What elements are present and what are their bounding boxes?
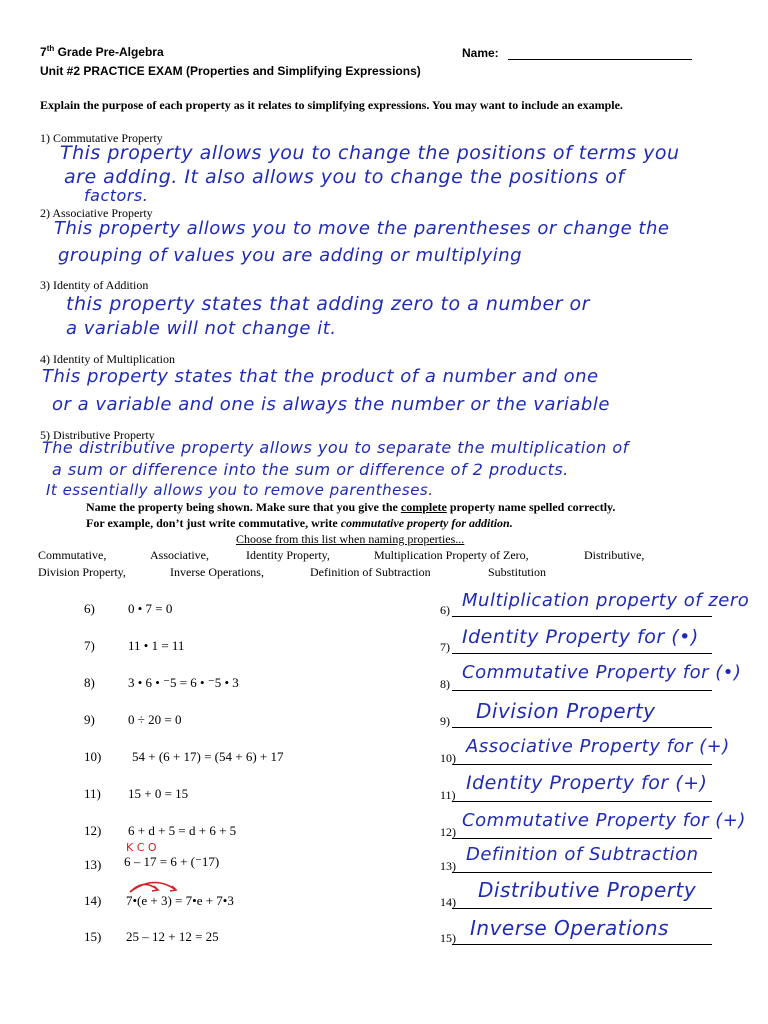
answer-line[interactable] bbox=[452, 616, 712, 617]
handwritten-answer: are adding. It also allows you to change the positions of bbox=[64, 166, 625, 188]
problem-number: 7) bbox=[84, 638, 95, 653]
problem-expression: 6 + d + 5 = d + 6 + 5 bbox=[128, 823, 237, 838]
answer-line[interactable] bbox=[452, 727, 712, 728]
name-field[interactable] bbox=[508, 45, 692, 60]
answer-line[interactable] bbox=[452, 764, 712, 765]
answer-number: 14) bbox=[440, 895, 456, 909]
handwritten-answer: Multiplication property of zero bbox=[462, 590, 750, 611]
handwritten-answer: grouping of values you are adding or multiplying bbox=[58, 245, 523, 266]
instructions: Explain the purpose of each property as it relates to simplifying expressions. You may want to include an example. bbox=[40, 98, 623, 112]
property-label: 3) Identity of Addition bbox=[40, 278, 149, 292]
choose-list-heading: Choose from this list when naming properties... bbox=[236, 532, 465, 546]
property-label: 2) Associative Property bbox=[40, 206, 153, 220]
answer-number: 13) bbox=[440, 859, 456, 873]
problem-expression: 0 ÷ 20 = 0 bbox=[128, 712, 182, 727]
answer-number: 6) bbox=[440, 603, 450, 617]
choice-item: Substitution bbox=[488, 565, 547, 579]
answer-line[interactable] bbox=[452, 908, 712, 909]
handwritten-answer: Identity Property for (+) bbox=[466, 772, 708, 794]
handwritten-answer: a variable will not change it. bbox=[66, 318, 337, 339]
handwritten-answer: Associative Property for (+) bbox=[466, 736, 730, 757]
choice-item: Division Property, bbox=[38, 565, 126, 579]
problem-number: 10) bbox=[84, 749, 102, 764]
handwritten-answer: Distributive Property bbox=[478, 878, 697, 902]
unit-title: Unit #2 PRACTICE EXAM (Properties and Simplifying Expressions) bbox=[40, 64, 421, 78]
property-label: 4) Identity of Multiplication bbox=[40, 352, 175, 366]
handwritten-answer: or a variable and one is always the number or the variable bbox=[52, 394, 610, 415]
problem-number: 14) bbox=[84, 893, 102, 908]
problem-number: 13) bbox=[84, 857, 102, 872]
part2-example: For example, don’t just write commutative, write commutative property for addition. bbox=[86, 516, 513, 530]
choice-item: Identity Property, bbox=[246, 548, 330, 562]
problem-number: 9) bbox=[84, 712, 95, 727]
kco-annotation: K C O bbox=[126, 841, 157, 854]
answer-line[interactable] bbox=[452, 944, 712, 945]
problem-expression: 7•(e + 3) = 7•e + 7•3 bbox=[126, 893, 234, 908]
problem-expression: 0 • 7 = 0 bbox=[128, 601, 173, 616]
answer-line[interactable] bbox=[452, 838, 712, 839]
course-title: 7th Grade Pre-Algebra bbox=[40, 44, 164, 59]
handwritten-answer: This property allows you to change the positions of terms you bbox=[60, 142, 680, 164]
handwritten-answer: factors. bbox=[84, 186, 149, 205]
property-label: 1) Commutative Property bbox=[40, 131, 163, 145]
handwritten-answer: The distributive property allows you to separate the multiplication of bbox=[42, 438, 629, 457]
problem-number: 6) bbox=[84, 601, 95, 616]
choice-item: Associative, bbox=[150, 548, 209, 562]
answer-number: 15) bbox=[440, 931, 456, 945]
handwritten-answer: a sum or difference into the sum or difference of 2 products. bbox=[52, 460, 569, 479]
answer-line[interactable] bbox=[452, 690, 712, 691]
handwritten-answer: Commutative Property for (•) bbox=[462, 662, 742, 683]
answer-line[interactable] bbox=[452, 872, 712, 873]
problem-number: 8) bbox=[84, 675, 95, 690]
handwritten-answer: This property allows you to move the parentheses or change the bbox=[54, 218, 670, 239]
handwritten-answer: This property states that the product of a number and one bbox=[42, 366, 599, 387]
problem-expression: 6 – 17 = 6 + (⁻17) bbox=[124, 854, 220, 869]
property-label: 5) Distributive Property bbox=[40, 428, 155, 442]
answer-number: 7) bbox=[440, 640, 450, 654]
problem-number: 12) bbox=[84, 823, 102, 838]
problem-expression: 54 + (6 + 17) = (54 + 6) + 17 bbox=[132, 749, 284, 764]
name-label: Name: bbox=[462, 46, 499, 60]
answer-number: 8) bbox=[440, 677, 450, 691]
answer-number: 10) bbox=[440, 751, 456, 765]
choice-item: Distributive, bbox=[584, 548, 645, 562]
handwritten-answer: Definition of Subtraction bbox=[466, 844, 699, 865]
handwritten-answer: this property states that adding zero to a number or bbox=[66, 293, 590, 315]
problem-expression: 3 • 6 • ⁻5 = 6 • ⁻5 • 3 bbox=[128, 675, 239, 690]
handwritten-answer: Identity Property for (•) bbox=[462, 626, 699, 648]
handwritten-answer: Commutative Property for (+) bbox=[462, 810, 746, 831]
handwritten-answer: Inverse Operations bbox=[470, 916, 669, 940]
problem-number: 11) bbox=[84, 786, 101, 801]
handwritten-answer: It essentially allows you to remove parentheses. bbox=[46, 481, 434, 499]
answer-number: 11) bbox=[440, 788, 456, 802]
problem-expression: 25 – 12 + 12 = 25 bbox=[126, 929, 219, 944]
choice-item: Definition of Subtraction bbox=[310, 565, 431, 579]
handwritten-answer: Division Property bbox=[476, 699, 656, 723]
choice-item: Commutative, bbox=[38, 548, 107, 562]
answer-line[interactable] bbox=[452, 801, 712, 802]
choice-item: Multiplication Property of Zero, bbox=[374, 548, 529, 562]
problem-expression: 11 • 1 = 11 bbox=[128, 638, 185, 653]
answer-number: 9) bbox=[440, 714, 450, 728]
choice-item: Inverse Operations, bbox=[170, 565, 264, 579]
answer-line[interactable] bbox=[452, 653, 712, 654]
answer-number: 12) bbox=[440, 825, 456, 839]
part2-instruction: Name the property being shown. Make sure that you give the complete property name spelled correctly. bbox=[86, 500, 616, 514]
problem-expression: 15 + 0 = 15 bbox=[128, 786, 189, 801]
problem-number: 15) bbox=[84, 929, 102, 944]
